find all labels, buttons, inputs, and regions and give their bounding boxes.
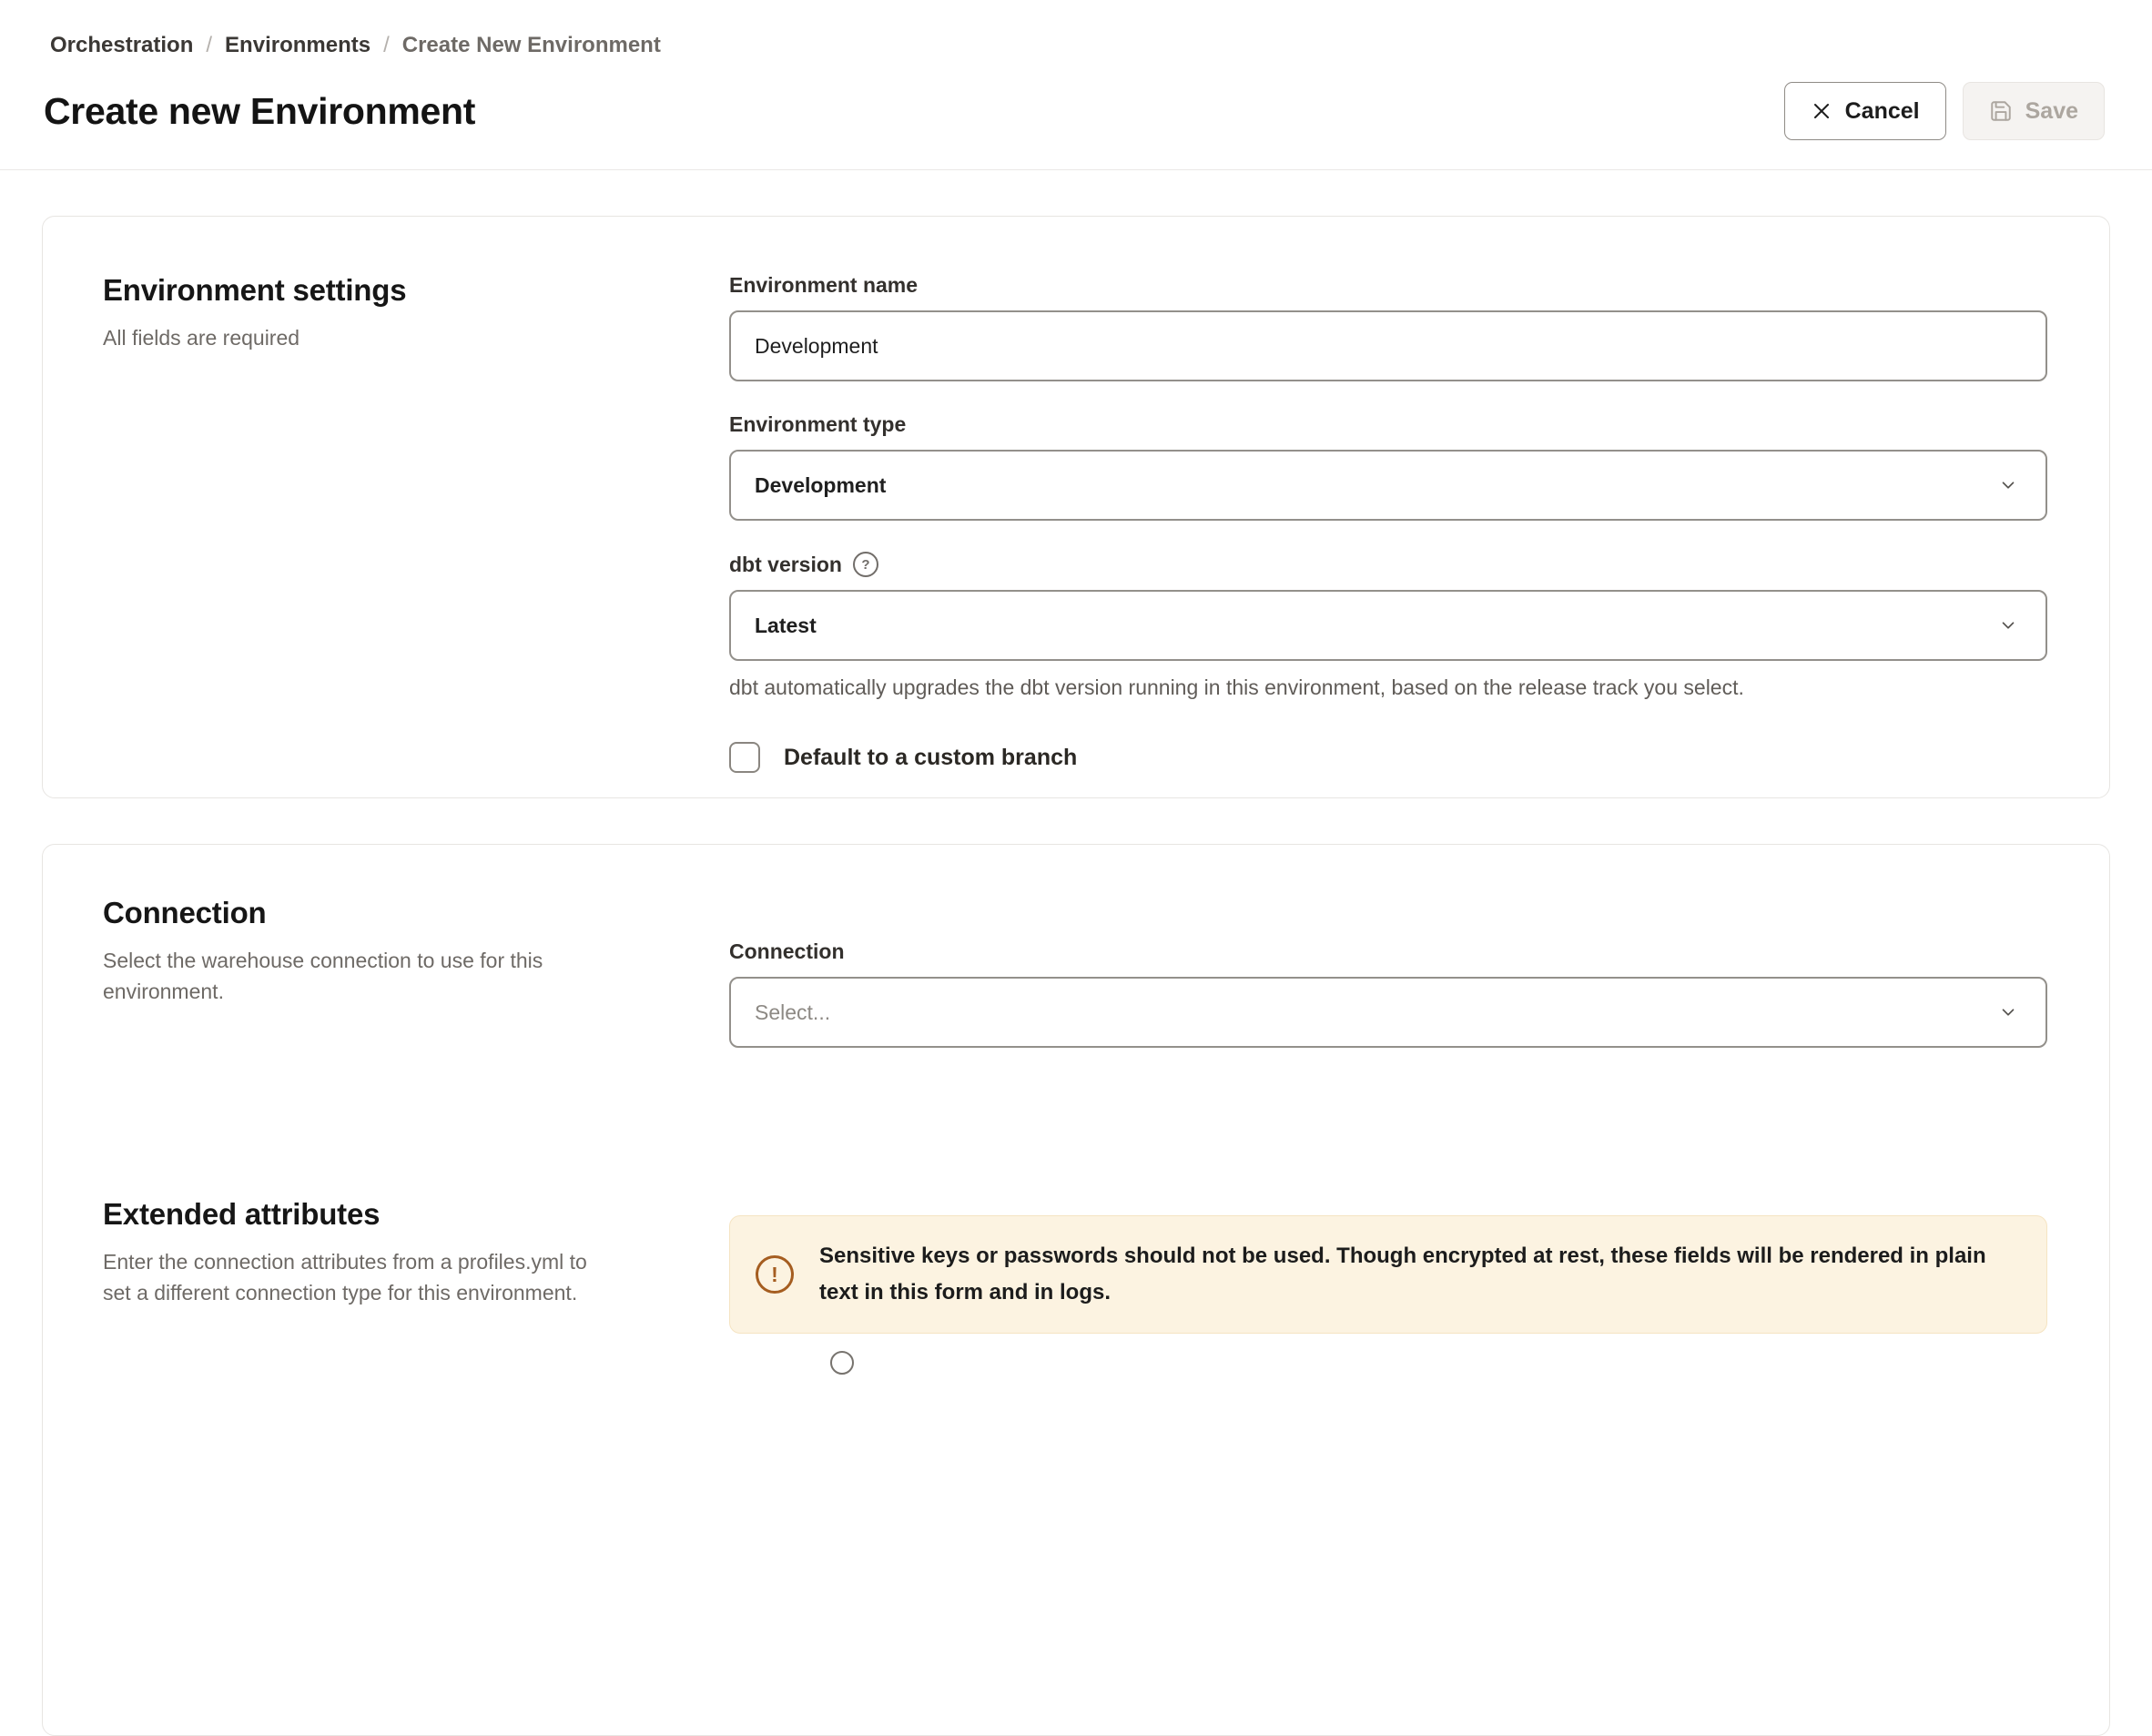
breadcrumb-separator: /	[206, 33, 213, 57]
connection-select[interactable]	[729, 977, 2047, 1048]
page-header	[0, 0, 2152, 169]
breadcrumb-separator: /	[383, 33, 390, 57]
warning-icon: !	[756, 1255, 794, 1294]
extended-attributes-description: Enter the connection attributes from a profiles.yml to set a different connection type for this environment.	[103, 1250, 587, 1305]
chevron-down-icon	[1998, 475, 2018, 495]
environment-type-select[interactable]	[729, 450, 2047, 521]
close-icon	[1811, 100, 1832, 122]
breadcrumb-orchestration[interactable]: Orchestration	[50, 33, 194, 57]
custom-branch-checkbox[interactable]	[729, 742, 760, 773]
connection-heading: Connection	[103, 896, 267, 929]
chevron-down-icon	[1998, 1002, 2018, 1022]
environment-name-input[interactable]	[729, 310, 2047, 381]
environment-type-value: Development	[755, 472, 887, 497]
custom-branch-checkbox-label: Default to a custom branch	[784, 744, 1078, 770]
dbt-version-label: dbt version	[729, 552, 842, 576]
dbt-version-helper-text: dbt automatically upgrades the dbt version running in this environment, based on the release track you select.	[729, 675, 1744, 699]
environment-type-label: Environment type	[729, 412, 907, 436]
cancel-button-label: Cancel	[1844, 97, 1920, 124]
extended-attributes-heading: Extended attributes	[103, 1197, 381, 1231]
sensitive-keys-warning-banner	[729, 1215, 2047, 1334]
save-button[interactable]	[1963, 82, 2105, 140]
environment-settings-card	[42, 216, 2110, 798]
header-actions	[1784, 82, 2105, 140]
dbt-version-select[interactable]	[729, 590, 2047, 661]
environment-settings-subheading: All fields are required	[103, 326, 300, 350]
help-icon[interactable]: ?	[853, 552, 878, 577]
page-title: Create new Environment	[44, 89, 476, 132]
dbt-version-value: Latest	[755, 613, 817, 637]
partial-help-icon	[830, 1351, 854, 1375]
save-button-label: Save	[2025, 97, 2078, 124]
cancel-button[interactable]	[1784, 82, 1946, 140]
environment-settings-heading: Environment settings	[103, 273, 407, 307]
connection-description: Select the warehouse connection to use for this environment.	[103, 949, 543, 1003]
save-icon	[1989, 99, 2013, 123]
breadcrumb-environments[interactable]: Environments	[225, 33, 371, 57]
custom-branch-checkbox-row[interactable]	[729, 742, 2047, 773]
chevron-down-icon	[1998, 615, 2018, 635]
connection-label: Connection	[729, 939, 845, 963]
connection-select-placeholder: Select...	[755, 1000, 831, 1024]
environment-name-label: Environment name	[729, 273, 919, 297]
breadcrumb	[50, 33, 2105, 58]
header-divider	[0, 169, 2152, 170]
breadcrumb-create-new-environment: Create New Environment	[401, 33, 661, 57]
connection-card	[42, 844, 2110, 1736]
warning-text: Sensitive keys or passwords should not be used. Though encrypted at rest, these fields will be rendered in plain text in this form and in logs.	[819, 1244, 1986, 1305]
